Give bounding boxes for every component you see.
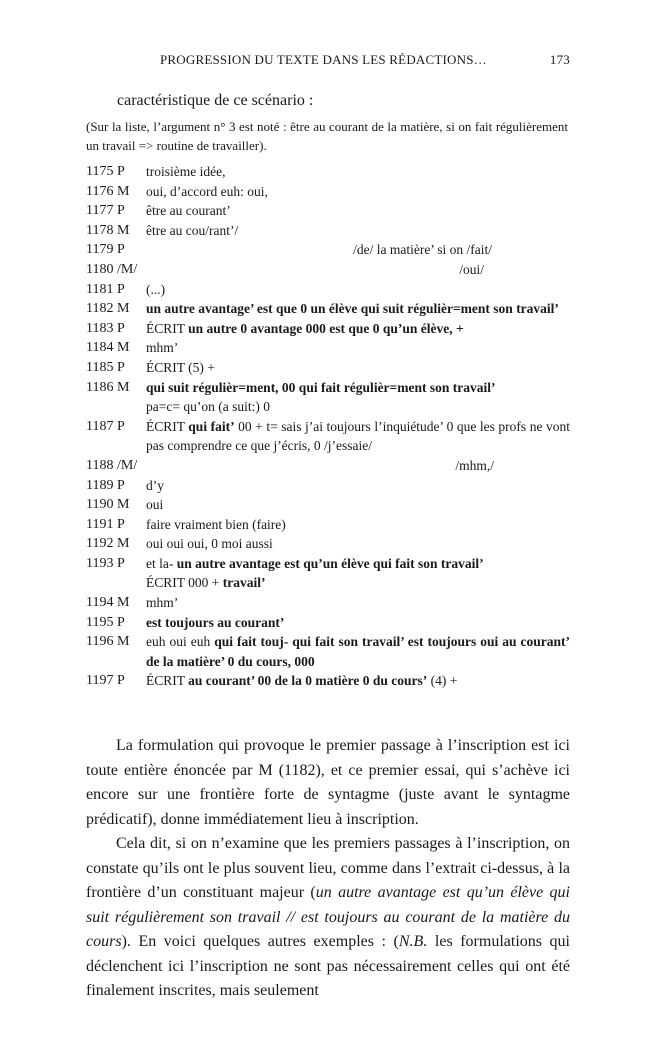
turn-text: oui, d’accord euh: oui,: [146, 183, 268, 199]
paragraph: La formulation qui provoque le premier passage à l’inscription est ici toute entière énoncée par M (1182), et ce premier essai, qui s’achève ici encore sur une frontière forte de syntagme (juste avant le syntagme prédicatif), donne immédiatement lieu à inscription.: [86, 737, 570, 828]
turn-row: [86, 613, 570, 633]
text-span: Cela dit, si on n’examine que les premiers passages à l’inscription, on constate qu’ils ont le plus souvent lieu, comme dans l’extrait ci-dessus, à la frontière d’un constituant majeur (: [86, 835, 570, 901]
turn-id: 1180 /M/: [86, 261, 138, 277]
bold-span: qui fait touj- qui fait son travail’ est toujours oui au courant’ de la matière’ 0 du cours, 000: [146, 634, 570, 669]
bold-span: travail’: [222, 575, 266, 591]
turn-id: 1191 P: [86, 516, 125, 532]
turn-id: 1178 M: [86, 222, 130, 238]
turn-row: [86, 554, 570, 593]
turn-row: [86, 378, 570, 417]
turn-id: 1192 M: [86, 536, 130, 552]
turn-id: 1181 P: [86, 281, 125, 297]
turn-text: d’y: [146, 477, 164, 493]
turn-id: 1196 M: [86, 634, 130, 650]
plain-span: pa=c= qu’on (a suit:) 0: [146, 399, 270, 415]
plain-span: 00 + t= sais j’ai toujours l’inquiétude’ 0 que les profs ne vont pas comprendre ce que j’écris, 0 /j’essaie/: [146, 418, 570, 454]
turn-text: /oui/: [459, 261, 484, 277]
turn-text: troisième idée,: [146, 164, 226, 179]
turn-row: [86, 495, 570, 515]
plain-span: ÉCRIT: [146, 418, 189, 434]
turn-row: [86, 338, 570, 358]
text-span: les formulations qui déclenchent ici l’inscription ne sont pas nécessairement celles qui ont été finalement inscrites, mais seulement: [86, 933, 570, 999]
body-text: [86, 734, 570, 1004]
running-title: PROGRESSION DU TEXTE DANS LES RÉDACTIONS…: [160, 52, 487, 67]
turn-id: 1194 M: [86, 595, 130, 611]
plain-span: ÉCRIT: [146, 320, 189, 336]
bold-span: est toujours au courant’: [146, 614, 285, 630]
turn-text: /mhm,/: [455, 457, 494, 473]
turn-text: /de/ la matière’ si on /fait/: [353, 242, 492, 258]
turn-id: 1189 P: [86, 477, 125, 493]
plain-span: ÉCRIT 000 +: [146, 575, 223, 591]
bold-span: qui fait’: [188, 418, 235, 434]
turn-text: [146, 299, 570, 319]
italic-quote: un autre avantage est qu’un élève qui suit régulièrement son travail // est toujours au courant de la matière du cours: [86, 884, 570, 950]
bold-span: un autre 0 avantage 000 est que 0 qu’un élève, +: [188, 320, 464, 336]
turn-row: [86, 593, 570, 613]
page-number: 173: [549, 52, 570, 67]
text-span: ). En voici quelques autres exemples : (: [121, 933, 399, 950]
turn-text: être au courant’: [146, 203, 231, 219]
turn-row: [86, 671, 570, 691]
turn-row: [86, 201, 570, 221]
turn-id: 1176 M: [86, 183, 130, 199]
turn-text: [146, 671, 570, 691]
turn-id: 1177 P: [86, 203, 125, 219]
turn-id: 1190 M: [86, 497, 130, 513]
paragraph: [86, 832, 570, 1004]
transcript: [86, 162, 570, 691]
turn-id: 1179 P: [86, 242, 125, 258]
turn-id: 1197 P: [86, 673, 125, 689]
turn-text: (...): [146, 281, 166, 297]
turn-row: [86, 260, 570, 280]
turn-row: [86, 632, 570, 671]
turn-row: [86, 417, 570, 456]
turn-text: ÉCRIT (5) +: [146, 359, 215, 375]
turn-row: [86, 456, 570, 476]
turn-row: [86, 534, 570, 554]
turn-row: [86, 240, 570, 260]
bold-span: un autre avantage’ est que 0 un élève qui suit régulièr=ment son travail’: [146, 301, 559, 317]
list-note: (Sur la liste, l’argument n° 3 est noté : être au courant de la matière, si on fait régulièrement un travail => routine de travailler).: [86, 119, 568, 153]
bold-span: au courant’ 00 de la 0 matière 0 du cours’: [188, 673, 428, 689]
turn-row: [86, 182, 570, 202]
turn-text: être au cou/rant’/: [146, 222, 239, 238]
turn-id: 1186 M: [86, 379, 130, 395]
turn-row: [86, 358, 570, 378]
turn-row: [86, 162, 570, 182]
plain-span: et la-: [146, 555, 177, 571]
plain-span: ÉCRIT: [146, 673, 189, 689]
turn-id: 1188 /M/: [86, 457, 138, 473]
turn-row: [86, 299, 570, 319]
turn-id: 1175 P: [86, 164, 125, 179]
italic-abbrev: N.B.: [398, 933, 428, 950]
turn-text: [146, 554, 570, 593]
plain-span: euh oui euh: [146, 634, 215, 650]
turn-id: 1187 P: [86, 418, 125, 434]
turn-text: [146, 632, 570, 671]
turn-id: 1183 P: [86, 320, 125, 336]
turn-text: mhm’: [146, 340, 179, 356]
turn-id: 1193 P: [86, 555, 125, 571]
turn-text: oui: [146, 497, 164, 513]
bold-span: qui suit régulièr=ment, 00 qui fait régulièr=ment son travail’: [146, 379, 496, 395]
turn-text: [146, 417, 570, 456]
turn-text: oui oui oui, 0 moi aussi: [146, 536, 273, 552]
turn-id: 1195 P: [86, 614, 125, 630]
turn-text: mhm’: [146, 595, 179, 611]
turn-id: 1182 M: [86, 301, 130, 317]
turn-id: 1185 P: [86, 359, 125, 375]
turn-text: faire vraiment bien (faire): [146, 516, 286, 532]
turn-row: [86, 280, 570, 300]
turn-row: [86, 515, 570, 535]
turn-id: 1184 M: [86, 340, 130, 356]
bold-span: un autre avantage est qu’un élève qui fait son travail’: [176, 555, 484, 571]
lead-line: caractéristique de ce scénario :: [117, 92, 314, 109]
turn-text: [146, 613, 570, 633]
turn-row: [86, 476, 570, 496]
turn-text: [146, 378, 570, 417]
plain-span: (4) +: [427, 673, 458, 689]
turn-row: [86, 319, 570, 339]
turn-row: [86, 221, 570, 241]
turn-text: [146, 319, 570, 339]
